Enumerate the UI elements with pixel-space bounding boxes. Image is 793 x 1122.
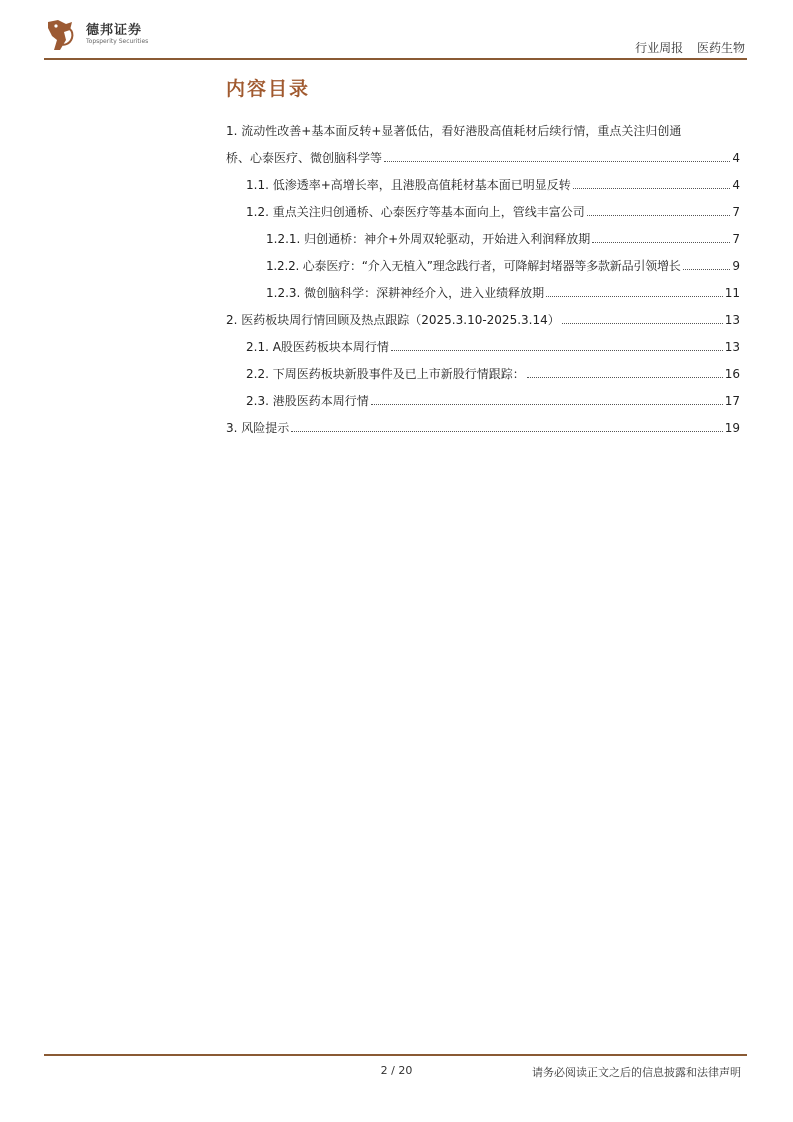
toc-entry-label: 2. 医药板块周行情回顾及热点跟踪（2025.3.10-2025.3.14） xyxy=(226,313,560,327)
toc-entry-1-2[interactable] xyxy=(226,198,740,225)
toc-entry-1[interactable] xyxy=(226,116,740,171)
topsperity-logo-icon xyxy=(44,16,78,54)
legal-disclaimer: 请务必阅读正文之后的信息披露和法律声明 xyxy=(532,1066,741,1079)
toc-entry-page: 13 xyxy=(724,312,740,327)
toc-entry-label-line1: 1. 流动性改善+基本面反转+显著低估，看好港股高值耗材后续行情，重点关注归创通 xyxy=(226,123,682,138)
toc-entry-label: 1.1. 低渗透率+高增长率，且港股高值耗材基本面已明显反转 xyxy=(246,178,571,192)
header-divider xyxy=(44,58,747,60)
table-of-contents xyxy=(226,116,740,441)
leader-dots xyxy=(527,377,723,378)
toc-entry-page: 7 xyxy=(732,204,740,219)
toc-entry-3[interactable] xyxy=(226,414,740,441)
leader-dots xyxy=(683,269,731,270)
toc-entry-page: 7 xyxy=(732,231,740,246)
toc-entry-page: 13 xyxy=(724,339,740,354)
report-type: 行业周报 xyxy=(635,41,684,55)
toc-entry-page: 16 xyxy=(724,366,740,381)
leader-dots xyxy=(391,350,723,351)
toc-entry-label: 1.2.3. 微创脑科学：深耕神经介入，进入业绩释放期 xyxy=(266,286,545,300)
toc-title: 内容目录 xyxy=(226,78,311,100)
report-category xyxy=(635,39,745,56)
toc-entry-label: 1.2.1. 归创通桥：神介+外周双轮驱动，开始进入利润释放期 xyxy=(266,232,591,246)
company-logo xyxy=(44,16,164,56)
toc-entry-2-3[interactable] xyxy=(226,387,740,414)
footer-divider xyxy=(44,1054,747,1056)
toc-entry-page: 4 xyxy=(732,177,740,192)
toc-entry-page: 11 xyxy=(724,285,740,300)
brand-name-en: Topsperity Securities xyxy=(86,38,149,45)
leader-dots xyxy=(562,323,723,324)
toc-entry-label: 1.2. 重点关注归创通桥、心泰医疗等基本面向上，管线丰富公司 xyxy=(246,205,585,219)
page-number: 2 / 20 xyxy=(380,1064,413,1077)
toc-entry-2-2[interactable] xyxy=(226,360,740,387)
toc-entry-page: 19 xyxy=(724,420,740,435)
page-header xyxy=(0,0,793,62)
toc-entry-label: 1.2.2. 心泰医疗：“介入无植入”理念践行者，可降解封堵器等多款新品引领增长 xyxy=(266,259,681,273)
toc-entry-page: 4 xyxy=(732,150,740,165)
leader-dots xyxy=(546,296,723,297)
toc-entry-2[interactable] xyxy=(226,306,740,333)
leader-dots xyxy=(384,161,730,162)
report-sector: 医药生物 xyxy=(696,41,745,55)
toc-entry-page: 9 xyxy=(732,258,740,273)
leader-dots xyxy=(291,431,722,432)
leader-dots xyxy=(592,242,730,243)
brand-name-cn: 德邦证券 xyxy=(86,23,143,38)
leader-dots xyxy=(587,215,731,216)
toc-entry-label: 2.1. A股医药板块本周行情 xyxy=(246,340,389,354)
toc-entry-2-1[interactable] xyxy=(226,333,740,360)
toc-entry-label: 2.3. 港股医药本周行情 xyxy=(246,394,369,408)
toc-entry-label-line2: 桥、心泰医疗、微创脑科学等 xyxy=(226,151,383,165)
leader-dots xyxy=(573,188,731,189)
toc-entry-label: 2.2. 下周医药板块新股事件及已上市新股行情跟踪： xyxy=(246,367,525,381)
toc-entry-1-2-2[interactable] xyxy=(226,252,740,279)
toc-entry-1-1[interactable] xyxy=(226,171,740,198)
toc-entry-1-2-1[interactable] xyxy=(226,225,740,252)
toc-entry-page: 17 xyxy=(724,393,740,408)
toc-entry-label: 3. 风险提示 xyxy=(226,421,290,435)
leader-dots xyxy=(371,404,723,405)
toc-entry-1-2-3[interactable] xyxy=(226,279,740,306)
